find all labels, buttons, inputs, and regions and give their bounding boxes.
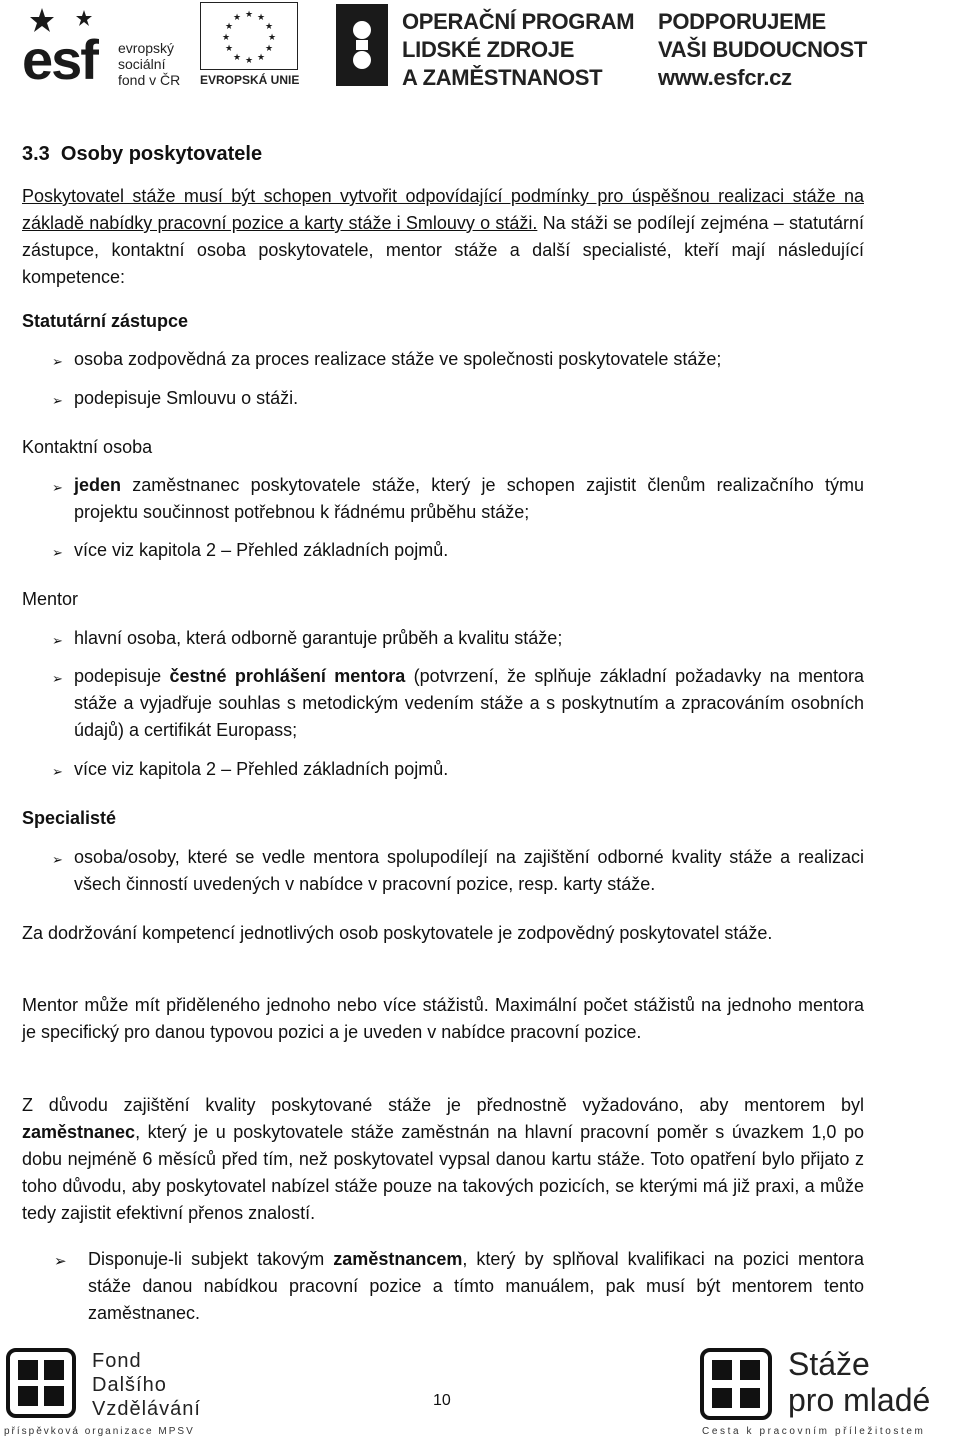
intro-underlined: Poskytovatel stáže musí být schopen vytvořit odpovídající podmínky pro úspěšnou realizaci stáže na základě nabídky pracovní pozice a karty stáže i Smlouvy o stáži. (22, 186, 864, 233)
list-item (52, 385, 864, 412)
contact-heading: Kontaktní osoba (22, 437, 153, 457)
list-item (52, 1246, 864, 1327)
eu-stars-icon (201, 3, 297, 69)
esf-logo-text: esf (22, 28, 97, 91)
mentor-bold: čestné prohlášení mentora (169, 666, 406, 686)
arrow-bullet-icon: ➢ (52, 764, 63, 779)
list-item-text: hlavní osoba, která odborně garantuje průběh a kvalitu stáže; (74, 628, 563, 648)
paragraph-competences: Za dodržování kompetencí jednotlivých osob poskytovatele je zodpovědný poskytovatel stáže. (22, 923, 773, 943)
fdv-line-2: Dalšího (92, 1374, 167, 1396)
puzzle-icon (334, 2, 392, 88)
list-item (52, 346, 864, 373)
list-item-text: Disponuje-li subjekt takovým zaměstnancem, který by splňoval kvalifikaci na pozici mentora stáže danou nabídkou pracovní pozice a tímto manuálem, pak musí být mentorem tento zaměstnanec. (88, 1249, 864, 1323)
op-line-3: A ZAMĚSTNANOST (402, 65, 603, 90)
esf-logo (22, 6, 192, 90)
list-item (52, 472, 864, 526)
slogan-url[interactable]: www.esfcr.cz (658, 65, 792, 90)
fdv-line-3: Vzdělávání (92, 1398, 201, 1420)
svg-text:★: ★ (232, 53, 242, 63)
svg-text:★: ★ (232, 13, 242, 23)
footer (0, 1340, 960, 1442)
esf-line-1: evropský (118, 40, 175, 56)
list-item (52, 756, 864, 783)
list-item (52, 844, 864, 898)
stp-line-2: pro mladé (788, 1382, 931, 1418)
intro-rest: Na stáži se podílejí zejména – statutární zástupce, kontaktní osoba poskytovatele, mentor stáže a další specialisté, kteří mají následující kompetence: (22, 213, 865, 287)
list-item-text: jeden zaměstnanec poskytovatele stáže, který je schopen zajistit členům realizačního týmu projektu součinnost potřebnou k řádnému průběhu stáže; (74, 475, 864, 522)
op-line-2: LIDSKÉ ZDROJE (402, 37, 575, 62)
fdv-logo-icon (6, 1348, 76, 1418)
arrow-bullet-icon: ➢ (52, 633, 63, 648)
list-item (52, 663, 864, 744)
svg-text:★: ★ (221, 33, 231, 43)
eu-label: EVROPSKÁ UNIE (200, 73, 300, 87)
contact-bold: jeden (74, 475, 122, 495)
svg-text:★: ★ (224, 44, 234, 54)
page-number: 10 (433, 1392, 451, 1409)
paragraph-mentor-interns: Mentor může mít přiděleného jednoho nebo více stážistů. Maximální počet stážistů na jednoho mentora je specifický pro danou typovou pozici a je uveden v nabídce pracovní pozice. (22, 995, 864, 1042)
header (0, 0, 960, 100)
list-item (52, 625, 864, 652)
intro-paragraph (22, 183, 864, 291)
svg-text:★: ★ (264, 22, 274, 32)
list-item-text: podepisuje Smlouvu o stáži. (74, 388, 299, 408)
arrow-bullet-icon: ➢ (52, 671, 63, 686)
employee-bold-2: zaměstnancem (333, 1249, 463, 1269)
fdv-sub: příspěvková organizace MPSV (4, 1426, 195, 1437)
stp-line-1: Stáže (788, 1346, 870, 1382)
svg-text:★: ★ (256, 53, 266, 63)
esf-line-3: fond v ČR (118, 72, 181, 88)
slogan-line-1: PODPORUJEME (658, 9, 826, 34)
svg-text:★: ★ (244, 10, 254, 20)
stp-logo-icon (700, 1348, 772, 1420)
arrow-bullet-icon: ➢ (52, 393, 63, 408)
svg-text:★: ★ (267, 33, 277, 43)
list-item-text: více viz kapitola 2 – Přehled základních pojmů. (74, 540, 449, 560)
list-item (52, 537, 864, 564)
eu-flag (200, 2, 298, 70)
esf-line-2: sociální (118, 56, 166, 72)
section-title: 3.3 Osoby poskytovatele (22, 143, 263, 165)
eu-logo (200, 2, 300, 90)
fdv-line-1: Fond (92, 1350, 142, 1372)
svg-text:★: ★ (224, 22, 234, 32)
slogan-line-2: VAŠI BUDOUCNOST (658, 37, 867, 62)
arrow-bullet-icon: ➢ (52, 545, 63, 560)
svg-text:★: ★ (264, 44, 274, 54)
svg-text:★: ★ (244, 56, 254, 66)
statutory-heading: Statutární zástupce (22, 311, 189, 331)
arrow-bullet-icon: ➢ (54, 1253, 67, 1270)
mentor-heading: Mentor (22, 589, 79, 609)
specialists-heading: Specialisté (22, 808, 117, 828)
arrow-bullet-icon: ➢ (52, 852, 63, 867)
op-line-1: OPERAČNÍ PROGRAM (402, 9, 635, 34)
list-item-text: podepisuje čestné prohlášení mentora (potvrzení, že splňuje základní požadavky na mentora stáže a vyjadřuje souhlas s metodickým vedením stáže a s poskytnutím a zpracováním osobních údajů) a certifikát Europass; (74, 666, 864, 740)
svg-text:★: ★ (256, 13, 266, 23)
employee-bold: zaměstnanec (22, 1122, 136, 1142)
arrow-bullet-icon: ➢ (52, 480, 63, 495)
arrow-bullet-icon: ➢ (52, 354, 63, 369)
stp-sub: Cesta k pracovním příležitostem (702, 1426, 926, 1437)
paragraph-employee: Z důvodu zajištění kvality poskytované stáže je přednostně vyžadováno, aby mentorem byl zaměstnanec, který je u poskytovatele stáže zaměstnán na hlavní pracovní poměr s úvazkem 1,0 po dobu nejméně 6 měsíců před tím, než poskytovatel vypsal danou kartu stáže. Toto opatření bylo přijato z toho důvodu, aby poskytovatel nabízel stáže pouze na takových pozicích, se kterými má již praxi, a může tedy zajistit efektivní přenos znalostí. (22, 1095, 864, 1223)
list-item-text: osoba zodpovědná za proces realizace stáže ve společnosti poskytovatele stáže; (74, 349, 722, 369)
list-item-text: osoba/osoby, které se vedle mentora spolupodílejí na zajištění odborné kvality stáže a realizaci všech činností uvedených v nabídce v pracovní pozice, resp. karty stáže. (74, 847, 864, 894)
list-item-text: více viz kapitola 2 – Přehled základních pojmů. (74, 759, 449, 779)
